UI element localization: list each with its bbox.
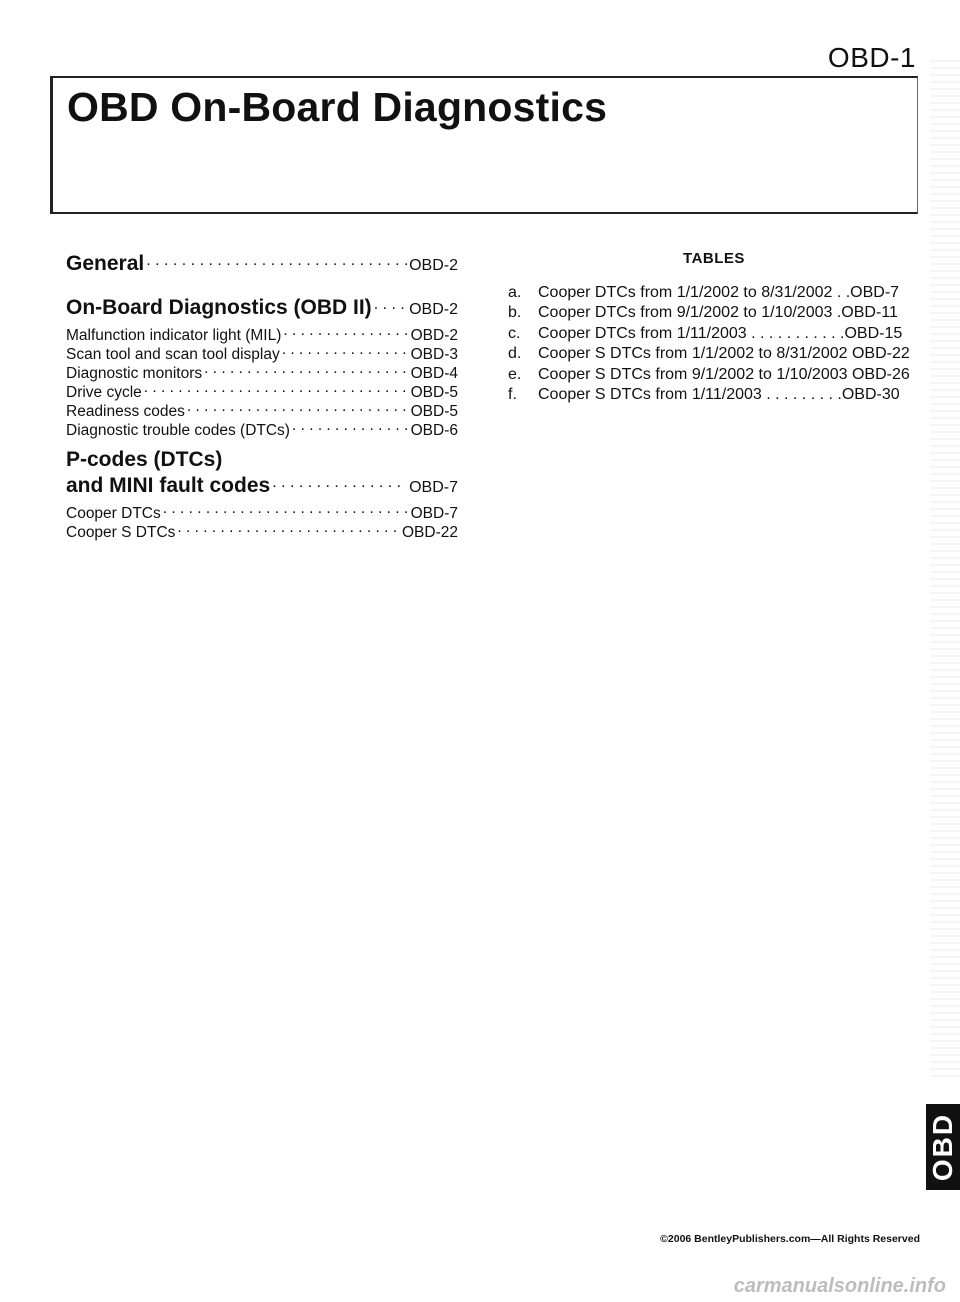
watermark: carmanualsonline.info (733, 1275, 946, 1297)
table-entry-letter: d. (508, 345, 522, 363)
toc-entry-general[interactable] (66, 250, 458, 278)
table-of-contents (66, 250, 458, 541)
page-number: OBD-1 (827, 42, 916, 73)
table-entry-letter: b. (508, 304, 522, 322)
table-entry-letter: c. (508, 324, 521, 342)
dot-leader (204, 360, 409, 378)
table-entry-c[interactable] (508, 325, 920, 345)
table-entry-d[interactable] (508, 345, 920, 365)
toc-entry-label: General (66, 252, 145, 275)
dot-leader (144, 379, 409, 397)
dot-leader (283, 322, 408, 340)
toc-subentry-page: OBD-5 (410, 403, 458, 420)
table-entry-b[interactable] (508, 304, 920, 324)
table-entry-letter: f. (508, 385, 517, 403)
dot-leader (282, 341, 409, 359)
section-side-tab[interactable] (926, 1104, 960, 1190)
toc-subentry-page: OBD-4 (410, 365, 458, 382)
toc-subentry-page: OBD-5 (410, 384, 458, 401)
dot-leader (374, 294, 407, 314)
dot-leader (187, 398, 409, 416)
table-entry-text: Cooper S DTCs from 1/1/2002 to 8/31/2002 OBD-22 (538, 345, 910, 363)
toc-subentry-label: Drive cycle (66, 384, 142, 401)
dot-leader (146, 250, 407, 270)
toc-entry-page: OBD-2 (409, 257, 458, 274)
toc-subentry-page: OBD-3 (410, 346, 458, 363)
toc-entry-pcodes[interactable] (66, 472, 458, 500)
toc-subentry-label: Diagnostic trouble codes (DTCs) (66, 422, 290, 439)
table-entry-e[interactable] (508, 366, 920, 386)
title-box (50, 76, 918, 214)
toc-subentry-page: OBD-7 (410, 505, 458, 522)
toc-entry-obd2[interactable] (66, 294, 458, 322)
dot-leader (163, 500, 409, 518)
table-entry-f[interactable] (508, 386, 920, 406)
side-tab-label: OBD (927, 1112, 959, 1182)
toc-subentry-label: Scan tool and scan tool display (66, 346, 280, 363)
toc-entry-label: On-Board Diagnostics (OBD II) (66, 296, 372, 319)
toc-entry-page: OBD-7 (409, 479, 458, 496)
table-entry-text: Cooper S DTCs from 1/11/2003 . . . . . . . . .OBD-30 (538, 385, 900, 403)
page-title: OBD On-Board Diagnostics (67, 84, 608, 130)
copyright-footer: ©2006 BentleyPublishers.com—All Rights Reserved (660, 1233, 920, 1245)
dot-leader (272, 472, 407, 492)
toc-subentry-page: OBD-6 (410, 422, 458, 439)
toc-subentry-label: Cooper S DTCs (66, 524, 176, 541)
toc-subentry[interactable] (66, 500, 458, 522)
toc-subentry-label: Cooper DTCs (66, 505, 161, 522)
toc-entry-label: and MINI fault codes (66, 474, 271, 497)
table-entry-text: Cooper DTCs from 9/1/2002 to 1/10/2003 .OBD-11 (538, 304, 898, 322)
toc-subentry-label: Malfunction indicator light (MIL) (66, 327, 282, 344)
table-entry-letter: a. (508, 284, 522, 301)
toc-subentry[interactable] (66, 322, 458, 344)
dot-leader (177, 519, 400, 537)
table-entry-text: Cooper S DTCs from 9/1/2002 to 1/10/2003 OBD-26 (538, 365, 910, 383)
toc-subentry-page: OBD-22 (402, 524, 458, 541)
tables-heading: TABLES (683, 250, 745, 267)
table-entry-text: Cooper DTCs from 1/11/2003 . . . . . . . . . . .OBD-15 (538, 324, 903, 342)
toc-entry-page: OBD-2 (409, 301, 458, 318)
table-entry-a[interactable] (508, 284, 920, 304)
table-entry-text: Cooper DTCs from 1/1/2002 to 8/31/2002 . .OBD-7 (538, 284, 900, 301)
table-entry-letter: e. (508, 365, 522, 383)
tables-list (508, 250, 920, 406)
dot-leader (292, 417, 409, 435)
toc-subentry-page: OBD-2 (410, 327, 458, 344)
scan-edge-noise (930, 60, 960, 1080)
toc-subentry-label: Readiness codes (66, 403, 185, 420)
toc-subentry-label: Diagnostic monitors (66, 365, 203, 382)
toc-entry-pcodes-line1[interactable]: P-codes (DTCs) (66, 448, 223, 471)
